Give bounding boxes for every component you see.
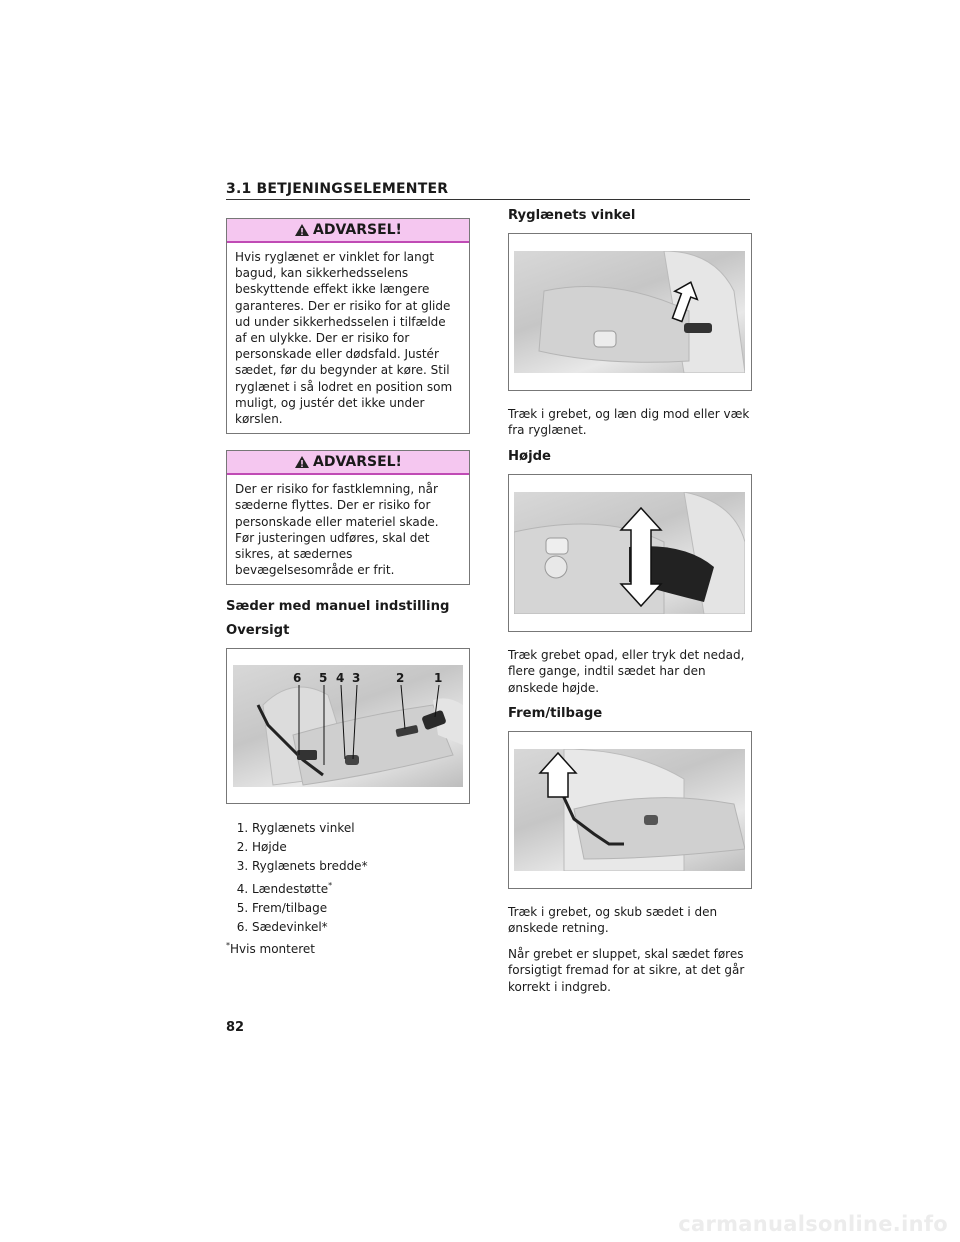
height-illustration	[514, 492, 745, 614]
warning-triangle-icon	[294, 455, 310, 469]
fore-aft-heading: Frem/tilbage	[508, 706, 603, 722]
list-item: 3. Ryglænets bredde*	[252, 857, 470, 876]
warning-text: Der er risiko for fastklemning, når sæderne flyttes. Der er risiko for personskade eller materiel skade. Før justeringen udføres, skal det sikres, at sædernes bevægelsesområde er frit.	[235, 482, 439, 578]
fore-aft-figure	[508, 731, 752, 889]
height-text: Træk grebet opad, eller tryk det nedad, flere gange, indtil sædet har den ønskede højde.	[508, 647, 745, 695]
warning-header	[227, 219, 469, 243]
backrest-illustration	[514, 251, 745, 373]
warning-triangle-icon	[294, 223, 310, 237]
list-item	[252, 876, 470, 899]
callout-3: 3	[352, 671, 361, 686]
list-item: 5. Frem/tilbage	[252, 899, 470, 918]
warning-text: Hvis ryglænet er vinklet for langt bagud, kan sikkerhedsselens beskyttende effekt ikke længere garanteres. Der er risiko for at glide ud under sikkerhedsselen i tilfælde af en ulykke. Der er risiko for personskade eller dødsfald. Justér sædet, før du begynder at køre. Stil ryglænet i så lodret en position som muligt, og justér det ikke under kørslen.	[235, 250, 453, 427]
warning-box-1	[226, 218, 470, 434]
height-figure	[508, 474, 752, 632]
control-list	[226, 819, 470, 937]
list-item: 1. Ryglænets vinkel	[252, 819, 470, 838]
warning-header	[227, 451, 469, 475]
watermark: carmanualsonline.info	[678, 1212, 948, 1236]
list-item: 6. Sædevinkel*	[252, 918, 470, 937]
footnote-marker: *	[226, 941, 230, 951]
overview-heading: Oversigt	[226, 623, 290, 639]
fore-aft-photo	[514, 749, 745, 871]
footnote	[226, 941, 470, 956]
section-header	[226, 178, 750, 200]
left-column	[226, 218, 470, 956]
callout-6: 6	[293, 671, 302, 686]
footnote-text: Hvis monteret	[230, 942, 316, 957]
fore-aft-illustration	[514, 749, 745, 871]
footnote-marker: *	[328, 881, 333, 891]
seat-overview-photo	[233, 665, 463, 787]
fore-aft-text-1: Træk i grebet, og skub sædet i den ønskede retning.	[508, 905, 718, 936]
page-number: 82	[226, 1020, 245, 1035]
backrest-figure	[508, 233, 752, 391]
warning-title: ADVARSEL!	[313, 222, 402, 238]
fore-aft-text-2: Når grebet er sluppet, skal sædet føres forsigtigt fremad for at sikre, at det går korrekt i indgreb.	[508, 946, 745, 994]
section-title: 3.1 BETJENINGSELEMENTER	[226, 181, 449, 197]
backrest-heading: Ryglænets vinkel	[508, 208, 636, 223]
backrest-text: Træk i grebet, og læn dig mod eller væk fra ryglænet.	[508, 407, 750, 438]
warning-title: ADVARSEL!	[313, 454, 402, 471]
height-heading: Højde	[508, 448, 552, 464]
list-item: 2. Højde	[252, 838, 470, 857]
callout-5: 5	[319, 671, 328, 686]
callout-2: 2	[396, 671, 405, 686]
list-item-label: Lændestøtte	[252, 882, 329, 897]
callout-4: 4	[336, 671, 345, 686]
height-photo	[514, 492, 745, 614]
seat-illustration	[233, 665, 463, 787]
manual-seats-heading: Sæder med manuel indstilling	[226, 599, 450, 615]
backrest-photo	[514, 251, 745, 373]
warning-box-2	[226, 450, 470, 585]
overview-figure	[226, 648, 470, 804]
callout-1: 1	[434, 671, 443, 686]
right-column	[508, 208, 752, 995]
